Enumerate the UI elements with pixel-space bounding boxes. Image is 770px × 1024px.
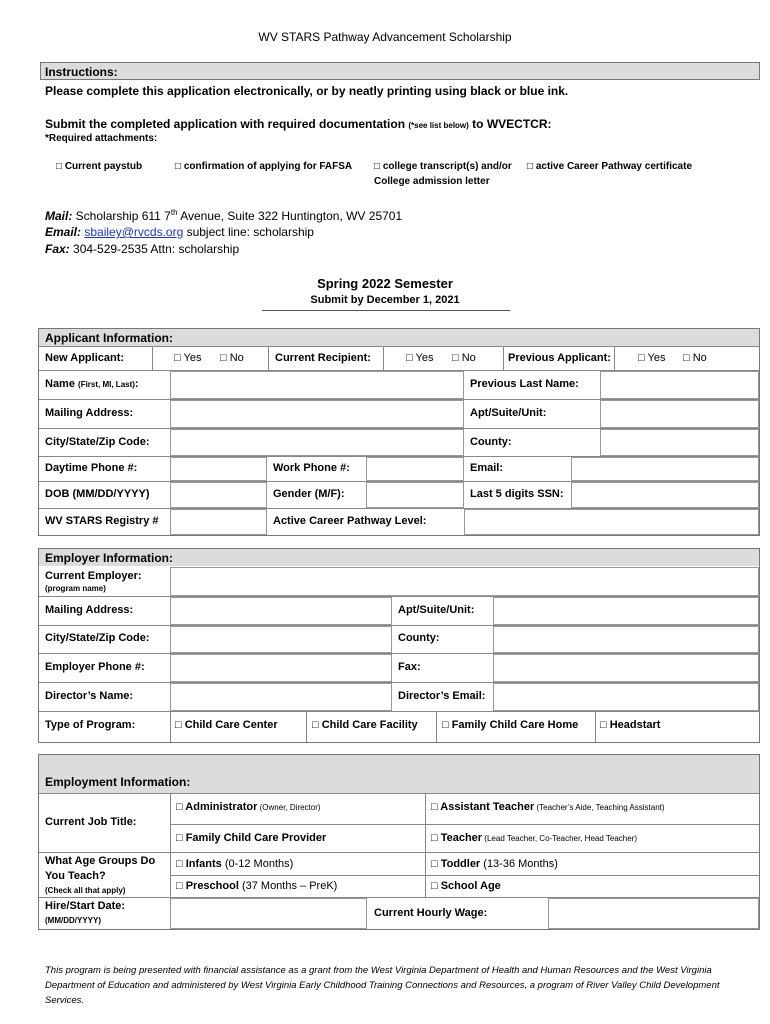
age-infants[interactable]: [176, 858, 293, 870]
attachment-fafsa[interactable]: □ confirmation of applying for FAFSA: [175, 161, 353, 172]
age-toddler[interactable]: [431, 858, 558, 870]
footer-note: This program is being presented with financial assistance as a grant from the West Virginia Department of Health and Human Resources and the West Virginia Department of Education and administered by West Virginia Early Childhood Training Connections and Resources, a program of River Valley Child Development Services.: [45, 965, 720, 1006]
infants-label: □ Infants: [176, 858, 222, 870]
employer-phone-label: Employer Phone #:: [45, 661, 145, 673]
previous-applicant-label: Previous Applicant:: [508, 352, 611, 364]
hire-date-label: Hire/Start Date:: [45, 900, 126, 912]
semester-title: Spring 2022 Semester: [317, 276, 453, 291]
age-groups-label-1: What Age Groups Do: [45, 855, 156, 867]
toddler-note: (13-36 Months): [480, 858, 558, 870]
current-employer-input[interactable]: [170, 567, 759, 596]
daytime-phone-input[interactable]: [170, 457, 267, 481]
director-email-input[interactable]: [493, 683, 759, 711]
col-line: [306, 711, 307, 742]
semester-deadline: Submit by December 1, 2021: [310, 294, 460, 306]
email-label: Email:: [45, 225, 82, 239]
employer-apt-input[interactable]: [493, 597, 759, 625]
employer-fax-label: Fax:: [398, 661, 421, 673]
row-line: [170, 875, 759, 876]
row-line: [39, 346, 759, 347]
employer-city-label: City/State/Zip Code:: [45, 632, 150, 644]
instructions-heading: Instructions:: [45, 65, 118, 79]
employer-mailing-label: Mailing Address:: [45, 604, 134, 616]
col-line: [503, 346, 504, 370]
email-subject: subject line: scholarship: [183, 225, 314, 239]
col-line: [425, 793, 426, 897]
mail-line: [45, 208, 402, 223]
age-preschool[interactable]: [176, 880, 337, 892]
previous-last-name-label: Previous Last Name:: [470, 378, 579, 390]
age-school-age[interactable]: □ School Age: [431, 880, 501, 892]
type-of-program-label: Type of Program:: [45, 719, 136, 731]
pathway-level-input[interactable]: [464, 509, 759, 535]
employer-heading: Employer Information:: [45, 551, 174, 565]
email-link[interactable]: sbailey@rvcds.org: [84, 225, 184, 239]
name-label-text: Name: [45, 378, 75, 390]
employer-mailing-input[interactable]: [170, 597, 392, 625]
hire-date-format: (MM/DD/YYYY): [45, 916, 101, 925]
hourly-wage-label: Current Hourly Wage:: [374, 907, 488, 919]
program-headstart[interactable]: □ Headstart: [600, 719, 661, 731]
preschool-note: (37 Months – PreK): [238, 880, 338, 892]
col-line: [268, 346, 269, 370]
registry-input[interactable]: [170, 509, 267, 535]
program-name-note: (program name): [45, 584, 106, 593]
employer-county-label: County:: [398, 632, 440, 644]
work-phone-label: Work Phone #:: [273, 462, 350, 474]
dob-label: DOB (MM/DD/YYYY): [45, 488, 150, 500]
preschool-label: □ Preschool: [176, 880, 239, 892]
attachment-transcript-line2: College admission letter: [374, 176, 490, 187]
job-assistant-teacher[interactable]: [431, 801, 665, 813]
applicant-heading: Applicant Information:: [45, 331, 173, 345]
registry-label: WV STARS Registry #: [45, 515, 159, 527]
current-recipient-yes[interactable]: □ Yes: [406, 352, 434, 364]
employer-fax-input[interactable]: [493, 654, 759, 682]
previous-applicant-no[interactable]: □ No: [683, 352, 707, 364]
row-line: [170, 824, 759, 825]
new-applicant-label: New Applicant:: [45, 352, 125, 364]
program-child-care-facility[interactable]: □ Child Care Facility: [312, 719, 418, 731]
attachment-career-pathway[interactable]: □ active Career Pathway certificate: [527, 161, 693, 172]
infants-note: (0-12 Months): [221, 858, 294, 870]
work-phone-input[interactable]: [366, 457, 464, 481]
assistant-teacher-note: (Teacher’s Aide, Teaching Assistant): [534, 803, 665, 812]
hourly-wage-input[interactable]: [548, 898, 759, 929]
form-title: WV STARS Pathway Advancement Scholarship: [258, 30, 512, 44]
job-family-provider[interactable]: □ Family Child Care Provider: [176, 832, 327, 844]
previous-applicant-yes[interactable]: □ Yes: [638, 352, 666, 364]
email-field-label: Email:: [470, 462, 504, 474]
assistant-teacher-label: □ Assistant Teacher: [431, 801, 535, 813]
name-input[interactable]: [170, 371, 464, 399]
new-applicant-yes[interactable]: □ Yes: [174, 352, 202, 364]
col-line: [152, 346, 153, 370]
city-input[interactable]: [170, 429, 464, 456]
employment-heading: Employment Information:: [45, 775, 191, 789]
city-label: City/State/Zip Code:: [45, 436, 150, 448]
director-name-label: Director’s Name:: [45, 690, 134, 702]
name-format-note: (First, MI, Last): [78, 380, 135, 389]
pathway-level-label: Active Career Pathway Level:: [273, 515, 427, 527]
gender-label: Gender (M/F):: [273, 488, 345, 500]
employer-phone-input[interactable]: [170, 654, 392, 682]
apt-input[interactable]: [600, 400, 759, 428]
employer-city-input[interactable]: [170, 626, 392, 653]
dob-input[interactable]: [170, 482, 267, 508]
attachment-paystub[interactable]: □ Current paystub: [56, 161, 143, 172]
col-line: [383, 346, 384, 370]
email-input[interactable]: [571, 457, 759, 481]
mail-address-pre: Scholarship 611 7: [72, 209, 171, 223]
name-label: [45, 378, 139, 390]
instructions-line2-text: Submit the completed application with required documentation: [45, 117, 409, 131]
age-groups-note: (Check all that apply): [45, 886, 126, 895]
col-line: [595, 711, 596, 742]
employer-county-input[interactable]: [493, 626, 759, 653]
ssn-label: Last 5 digits SSN:: [470, 488, 564, 500]
daytime-phone-label: Daytime Phone #:: [45, 462, 138, 474]
age-groups-label-2: You Teach?: [45, 870, 106, 882]
county-label: County:: [470, 436, 512, 448]
col-line: [436, 711, 437, 742]
toddler-label: □ Toddler: [431, 858, 481, 870]
fax-number: 304-529-2535 Attn: scholarship: [69, 242, 240, 256]
mailing-address-label: Mailing Address:: [45, 407, 134, 419]
program-family-child-care-home[interactable]: □ Family Child Care Home: [442, 719, 579, 731]
county-input[interactable]: [600, 429, 759, 456]
apt-label: Apt/Suite/Unit:: [470, 407, 547, 419]
mail-address-post: Avenue, Suite 322 Huntington, WV 25701: [177, 209, 403, 223]
mail-label: Mail:: [45, 209, 73, 223]
instructions-line2: [45, 117, 551, 131]
teacher-note: (Lead Teacher, Co-Teacher, Head Teacher): [482, 834, 637, 843]
fax-line: [45, 242, 239, 256]
director-name-input[interactable]: [170, 683, 392, 711]
row-line: [39, 711, 759, 712]
attachment-transcript[interactable]: □ college transcript(s) and/or: [374, 161, 512, 172]
new-applicant-no[interactable]: □ No: [220, 352, 244, 364]
gender-input[interactable]: [366, 482, 464, 508]
program-child-care-center[interactable]: □ Child Care Center: [175, 719, 278, 731]
current-employer-label: Current Employer:: [45, 570, 142, 582]
name-colon: :: [134, 378, 139, 390]
row-line: [39, 793, 759, 794]
see-list-note: (*see list below): [408, 121, 469, 130]
hire-date-input[interactable]: [170, 898, 367, 929]
employer-apt-label: Apt/Suite/Unit:: [398, 604, 475, 616]
row-line: [39, 852, 759, 853]
fax-label: Fax:: [45, 242, 70, 256]
col-line: [170, 711, 171, 742]
job-title-label: Current Job Title:: [45, 816, 137, 828]
instructions-line2-end: to WVECTCR:: [468, 117, 552, 131]
previous-last-name-input[interactable]: [600, 371, 759, 399]
col-line: [614, 346, 615, 370]
email-line: [45, 225, 314, 239]
job-administrator[interactable]: [176, 801, 321, 813]
mail-sup: th: [170, 208, 178, 217]
current-recipient-no[interactable]: □ No: [452, 352, 476, 364]
job-teacher[interactable]: [431, 832, 637, 844]
mailing-address-input[interactable]: [170, 400, 464, 428]
director-email-label: Director’s Email:: [398, 690, 486, 702]
ssn-input[interactable]: [571, 482, 759, 508]
teacher-label: □ Teacher: [431, 832, 483, 844]
instructions-header-bar: [40, 62, 760, 80]
current-recipient-label: Current Recipient:: [275, 352, 371, 364]
required-attachments-label: *Required attachments:: [45, 133, 158, 144]
administrator-label: □ Administrator: [176, 801, 258, 813]
instructions-line1: Please complete this application electronically, or by neatly printing using black or blue ink.: [45, 84, 569, 98]
administrator-note: (Owner, Director): [257, 803, 321, 812]
semester-divider: [262, 310, 510, 311]
